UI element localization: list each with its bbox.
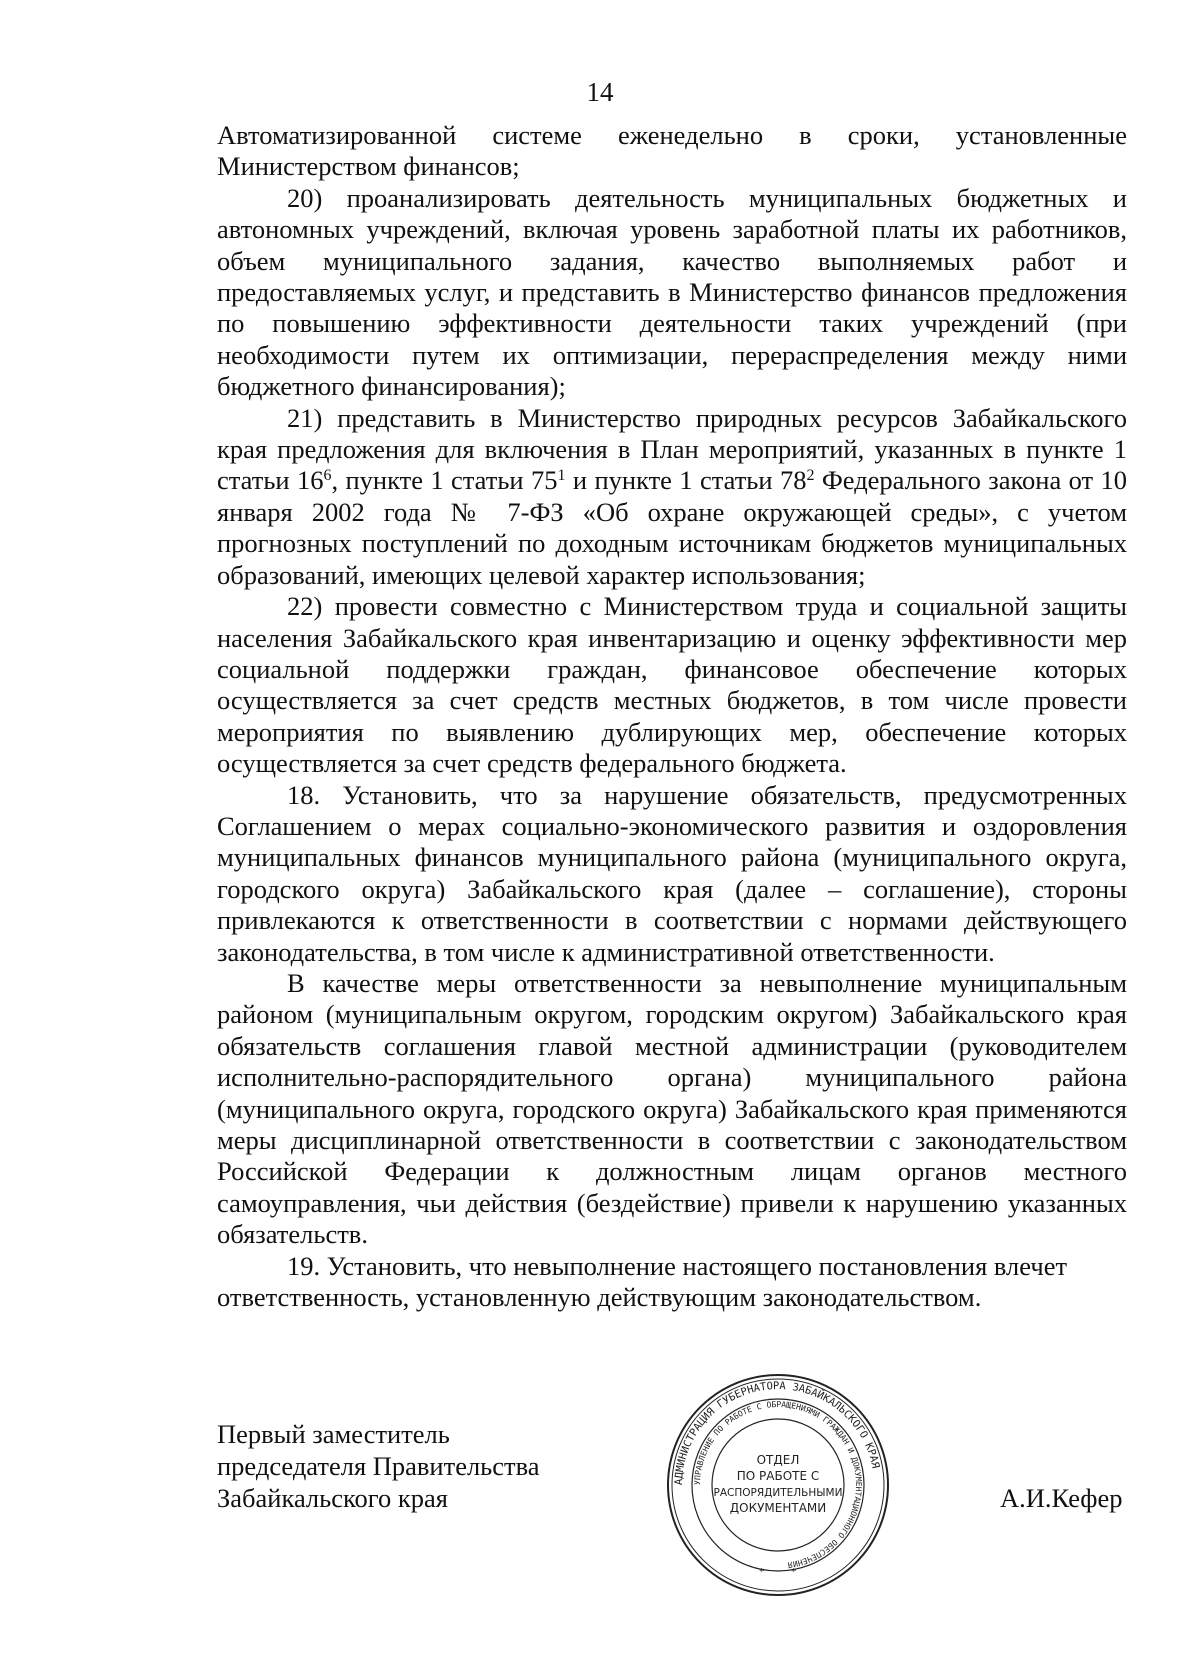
signature-title-line-1: Первый заместитель — [217, 1419, 450, 1449]
stamp-center-line-4: ДОКУМЕНТАМИ — [729, 1501, 827, 1515]
paragraph-continuation: Автоматизированной системе еженедельно в сроки, установленные Министерством финансов; — [217, 120, 1127, 182]
stamp-star-icon: * — [759, 1566, 765, 1578]
paragraph-item-21-text-2: , пункте 1 статьи 75 — [331, 465, 558, 496]
official-stamp — [663, 1370, 893, 1600]
stamp-center-line-1: ОТДЕЛ — [756, 1453, 800, 1467]
stamp-center-line-3: РАСПОРЯДИТЕЛЬНЫМИ — [713, 1487, 843, 1499]
stamp-outer-ring-text: АДМИНИСТРАЦИЯ ГУБЕРНАТОРА ЗАБАЙКАЛЬСКОГО КРАЯ — [672, 1379, 882, 1486]
paragraph-item-22: 22) провести совместно с Министерством труда и социальной защиты населения Забайкальского края инвентаризацию и оценку эффективности мер социальной поддержки граждан, финансовое обеспечение которых осуществляется за счет средств местных бюджетов, в том числе провести мероприятия по выявлению дублирующих мер, обеспечение которых осуществляется за счет средств федерального бюджета. — [217, 591, 1127, 779]
paragraph-section-19: 19. Установить, что невыполнение настоящего постановления влечет ответственность, установленную действующим законодательством. — [217, 1250, 1068, 1313]
superscript-1: 1 — [557, 467, 566, 485]
paragraph-item-21-text-3: и пункте 1 статьи 78 — [565, 465, 807, 496]
stamp-star-icon: * — [791, 1566, 797, 1578]
page-number: 14 — [586, 77, 614, 107]
paragraph-section-18: 18. Установить, что за нарушение обязательств, предусмотренных Соглашением о мерах социально-экономического развития и оздоровления муниципальных финансов муниципального района (муниципального округа, городского округа) Забайкальского края (далее – соглашение), стороны привлекаются к ответственности в соответствии с нормами действующего законодательства, в том числе к административной ответственности. — [217, 779, 1127, 967]
paragraph-item-21-text-1: 21) представить в Министерство природных ресурсов Забайкальского края предложения для включения в План мероприятий, указанных в пункте 1 статьи 16 — [217, 402, 1127, 496]
paragraph-responsibility: В качестве меры ответственности за невыполнение муниципальным районом (муниципальным округом, городским округом) Забайкальского края обязательств соглашения главой местной администрации (руководителем исполнительно-распорядительного органа) муниципального района (муниципального округа, городского округа) Забайкальского края применяются меры дисциплинарной ответственности в соответствии с законодательством Российской Федерации к должностным лицам органов местного самоуправления, чьи действия (бездействие) привели к нарушению указанных обязательств. — [217, 967, 1127, 1250]
stamp-seal-icon — [663, 1370, 893, 1600]
signer-name: А.И.Кефер — [1000, 1483, 1123, 1513]
signature-title — [217, 1418, 577, 1514]
paragraph-item-21-text-4: Федерального закона от 10 января 2002 года № 7-ФЗ «Об охране окружающей среды», с учетом прогнозных поступлений по доходным источникам бюджетов муниципальных образований, имеющих целевой характер использования; — [217, 465, 1127, 590]
signature-title-line-3: Забайкальского края — [217, 1483, 448, 1513]
superscript-6: 6 — [323, 467, 332, 485]
document-body — [217, 120, 1127, 1313]
signature-title-line-2: председателя Правительства — [217, 1451, 540, 1481]
paragraph-item-20: 20) проанализировать деятельность муниципальных бюджетных и автономных учреждений, включая уровень заработной платы их работников, объем муниципального задания, качество выполняемых работ и предоставляемых услуг, и представить в Министерство финансов предложения по повышению эффективности деятельности таких учреждений (при необходимости путем их оптимизации, перераспределения между ними бюджетного финансирования); — [217, 182, 1127, 402]
paragraph-item-21 — [217, 403, 1127, 591]
stamp-inner-ring-text: УПРАВЛЕНИЕ ПО РАБОТЕ С ОБРАЩЕНИЯМИ ГРАЖДАН И ДОКУМЕНТАЦИОННОГО ОБЕСПЕЧЕНИЯ — [692, 1399, 864, 1570]
superscript-2: 2 — [806, 467, 815, 485]
stamp-center-line-2: ПО РАБОТЕ С — [736, 1469, 820, 1483]
